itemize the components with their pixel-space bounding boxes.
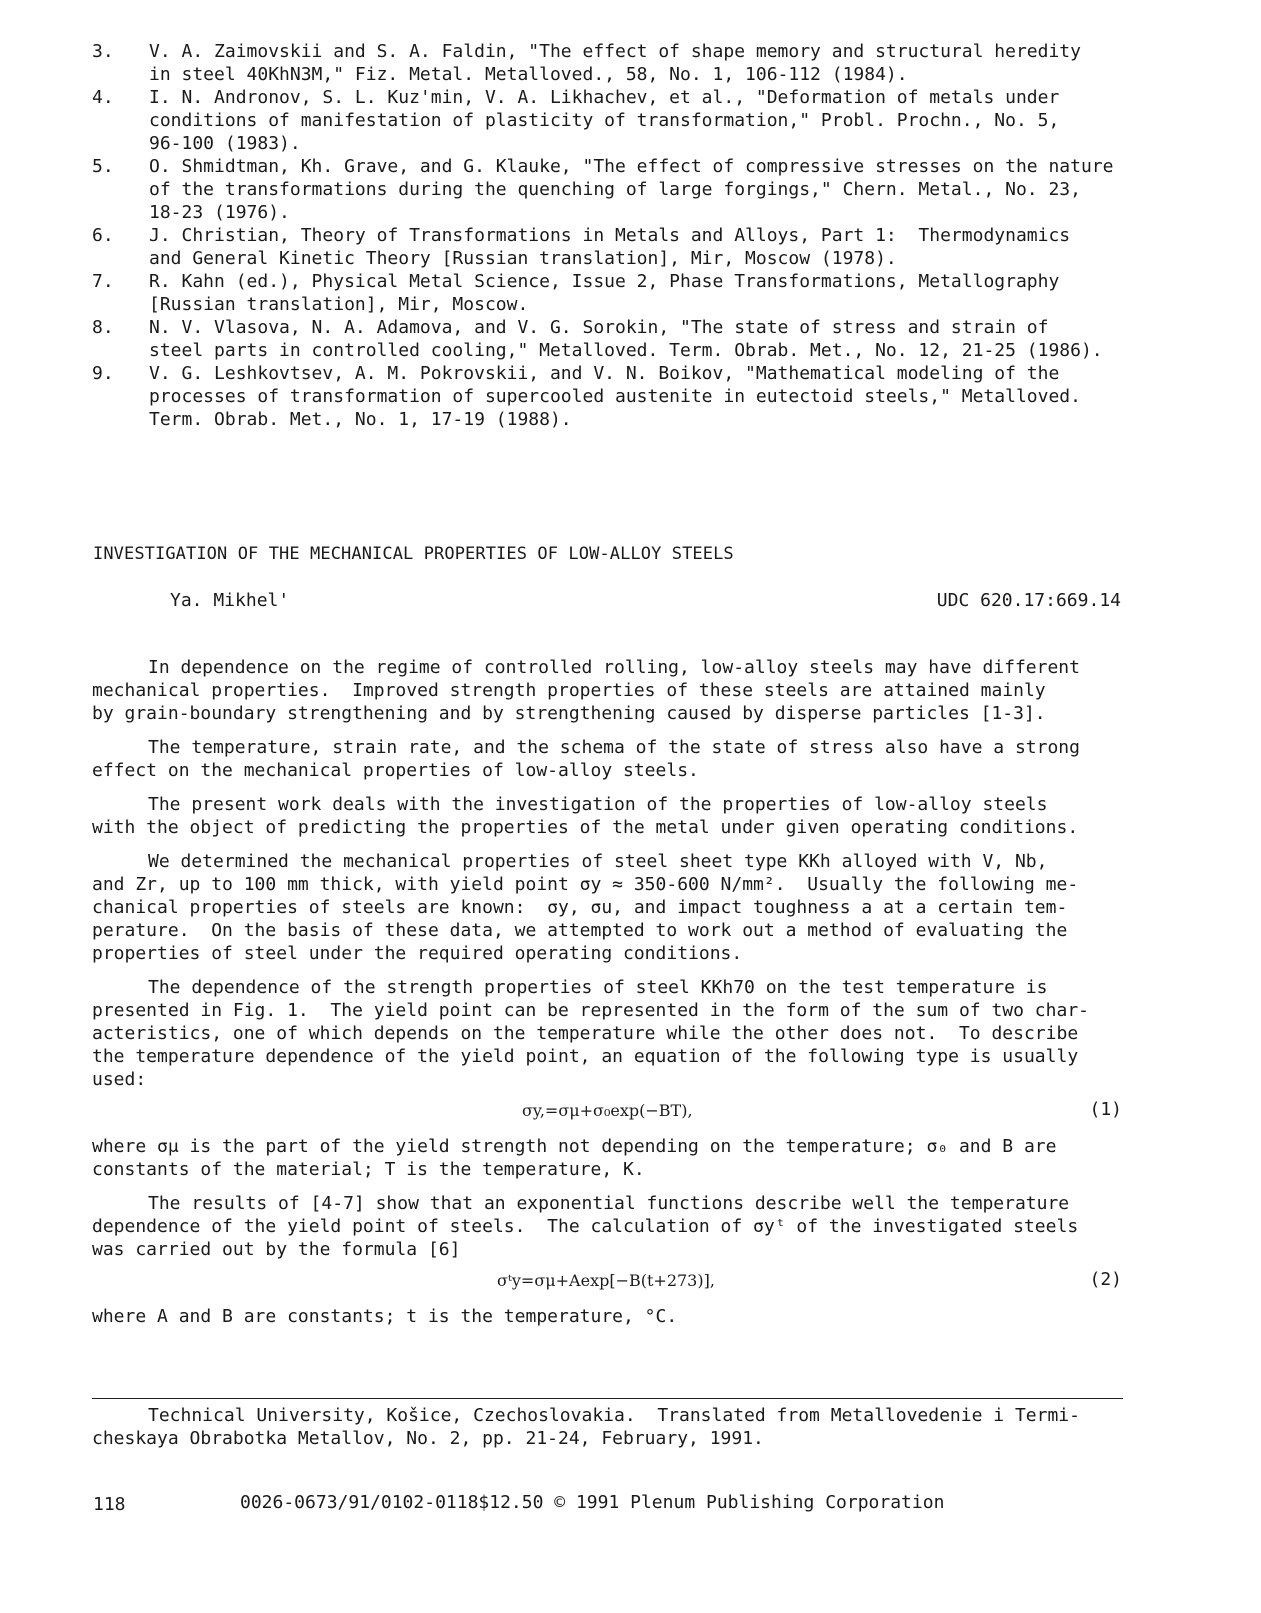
reference-item (92, 224, 1172, 270)
text-line: I. N. Andronov, S. L. Kuz'min, V. A. Likhachev, et al., "Deformation of metals under (149, 87, 1060, 108)
text-line: acteristics, one of which depends on the temperature while the other does not. To describe (92, 1023, 1079, 1044)
page-number: 118 (93, 1494, 126, 1515)
text-line: Technical University, Košice, Czechoslovakia. Translated from Metallovedenie i Termi- (148, 1405, 1080, 1426)
text-line: in steel 40KhN3M," Fiz. Metal. Metalloved., 58, No. 1, 106-112 (1984). (149, 64, 908, 85)
paragraph-1 (92, 656, 1122, 725)
reference-number: 8. (92, 317, 114, 338)
text-line: was carried out by the formula [6] (92, 1239, 461, 1260)
reference-text (149, 362, 1172, 431)
reference-number: 5. (92, 156, 114, 177)
text-line: with the object of predicting the properties of the metal under given operating conditions. (92, 817, 1079, 838)
text-line: used: (92, 1069, 147, 1090)
text-line: J. Christian, Theory of Transformations in Metals and Alloys, Part 1: Thermodynamics (149, 225, 1071, 246)
reference-number: 6. (92, 225, 114, 246)
text-line: The present work deals with the investigation of the properties of low-alloy steels (148, 794, 1048, 815)
text-line: Term. Obrab. Met., No. 1, 17-19 (1988). (149, 409, 572, 430)
equation-1 (92, 1095, 1122, 1129)
text-line: presented in Fig. 1. The yield point can be represented in the form of the sum of two char- (92, 1000, 1089, 1021)
paragraph-6 (92, 1135, 1122, 1181)
article-title: INVESTIGATION OF THE MECHANICAL PROPERTIES OF LOW-ALLOY STEELS (93, 544, 734, 564)
text-line: perature. On the basis of these data, we attempted to work out a method of evaluating the (92, 920, 1068, 941)
text-line: 18-23 (1976). (149, 202, 290, 223)
paragraph-7 (92, 1192, 1122, 1261)
equation-1-number: (1) (1089, 1099, 1122, 1120)
text-line: mechanical properties. Improved strength properties of these steels are attained mainly (92, 680, 1046, 701)
text-line: of the transformations during the quenching of large forgings," Chern. Metal., No. 23, (149, 179, 1081, 200)
footnote-divider (92, 1398, 1123, 1399)
text-line: conditions of manifestation of plasticity of transformation," Probl. Prochn., No. 5, (149, 110, 1060, 131)
text-line: where σμ is the part of the yield strength not depending on the temperature; σ₀ and B are (92, 1136, 1057, 1157)
text-line: dependence of the yield point of steels. The calculation of σyᵗ of the investigated steels (92, 1216, 1079, 1237)
reference-number: 7. (92, 271, 114, 292)
text-line: steel parts in controlled cooling," Metalloved. Term. Obrab. Met., No. 12, 21-25 (1986). (149, 340, 1103, 361)
text-line: O. Shmidtman, Kh. Grave, and G. Klauke, "The effect of compressive stresses on the nature (149, 156, 1114, 177)
paragraph-3 (92, 793, 1122, 839)
reference-item (92, 316, 1172, 362)
reference-item (92, 86, 1172, 155)
equation-1-body: σy,=σμ+σ₀exp(−BT), (522, 1101, 693, 1120)
paragraph-5 (92, 976, 1122, 1091)
copyright-line: 0026-0673/91/0102-0118$12.50 © 1991 Plenum Publishing Corporation (240, 1492, 945, 1513)
reference-number: 9. (92, 363, 114, 384)
text-line: [Russian translation], Mir, Moscow. (149, 294, 529, 315)
equation-2-body: σᵗy=σμ+Aexp[−B(t+273)], (497, 1271, 715, 1290)
reference-list (92, 40, 1172, 431)
text-line: chanical properties of steels are known: σy, σu, and impact toughness a at a certain tem- (92, 897, 1068, 918)
text-line: where A and B are constants; t is the temperature, °C. (92, 1306, 678, 1327)
reference-text (149, 155, 1172, 224)
text-line: 96-100 (1983). (149, 133, 301, 154)
text-line: the temperature dependence of the yield point, an equation of the following type is usually (92, 1046, 1079, 1067)
reference-item (92, 155, 1172, 224)
equation-2-number: (2) (1089, 1269, 1122, 1290)
text-line: The temperature, strain rate, and the schema of the state of stress also have a strong (148, 737, 1080, 758)
reference-text (149, 224, 1172, 270)
text-line: We determined the mechanical properties of steel sheet type KKh alloyed with V, Nb, (148, 851, 1048, 872)
reference-item (92, 362, 1172, 431)
text-line: properties of steel under the required operating conditions. (92, 943, 743, 964)
reference-text (149, 270, 1172, 316)
reference-item (92, 40, 1172, 86)
text-line: and Zr, up to 100 mm thick, with yield point σy ≈ 350-600 N/mm². Usually the following me- (92, 874, 1079, 895)
reference-text (149, 86, 1172, 155)
text-line: and General Kinetic Theory [Russian translation], Mir, Moscow (1978). (149, 248, 897, 269)
equation-2 (92, 1265, 1122, 1299)
text-line: N. V. Vlasova, N. A. Adamova, and V. G. Sorokin, "The state of stress and strain of (149, 317, 1049, 338)
text-line: R. Kahn (ed.), Physical Metal Science, Issue 2, Phase Transformations, Metallography (149, 271, 1060, 292)
text-line: The dependence of the strength properties of steel KKh70 on the test temperature is (148, 977, 1048, 998)
footnote (92, 1404, 1122, 1450)
article-author: Ya. Mikhel' (170, 590, 290, 611)
paragraph-4 (92, 850, 1122, 965)
text-line: The results of [4-7] show that an exponential functions describe well the temperature (148, 1193, 1070, 1214)
text-line: V. A. Zaimovskii and S. A. Faldin, "The effect of shape memory and structural heredity (149, 41, 1081, 62)
reference-number: 3. (92, 41, 114, 62)
reference-number: 4. (92, 87, 114, 108)
paragraph-8 (92, 1305, 1122, 1328)
text-line: by grain-boundary strengthening and by strengthening caused by disperse particles [1-3]. (92, 703, 1046, 724)
text-line: V. G. Leshkovtsev, A. M. Pokrovskii, and V. N. Boikov, "Mathematical modeling of the (149, 363, 1060, 384)
paragraph-2 (92, 736, 1122, 782)
udc-code: UDC 620.17:669.14 (936, 590, 1121, 611)
text-line: effect on the mechanical properties of low-alloy steels. (92, 760, 699, 781)
reference-text (149, 316, 1172, 362)
text-line: cheskaya Obrabotka Metallov, No. 2, pp. 21-24, February, 1991. (92, 1428, 764, 1449)
text-line: In dependence on the regime of controlled rolling, low-alloy steels may have different (148, 657, 1080, 678)
reference-item (92, 270, 1172, 316)
reference-text (149, 40, 1172, 86)
text-line: processes of transformation of supercooled austenite in eutectoid steels," Metalloved. (149, 386, 1081, 407)
article-body (92, 656, 1122, 1339)
text-line: constants of the material; T is the temperature, K. (92, 1159, 645, 1180)
